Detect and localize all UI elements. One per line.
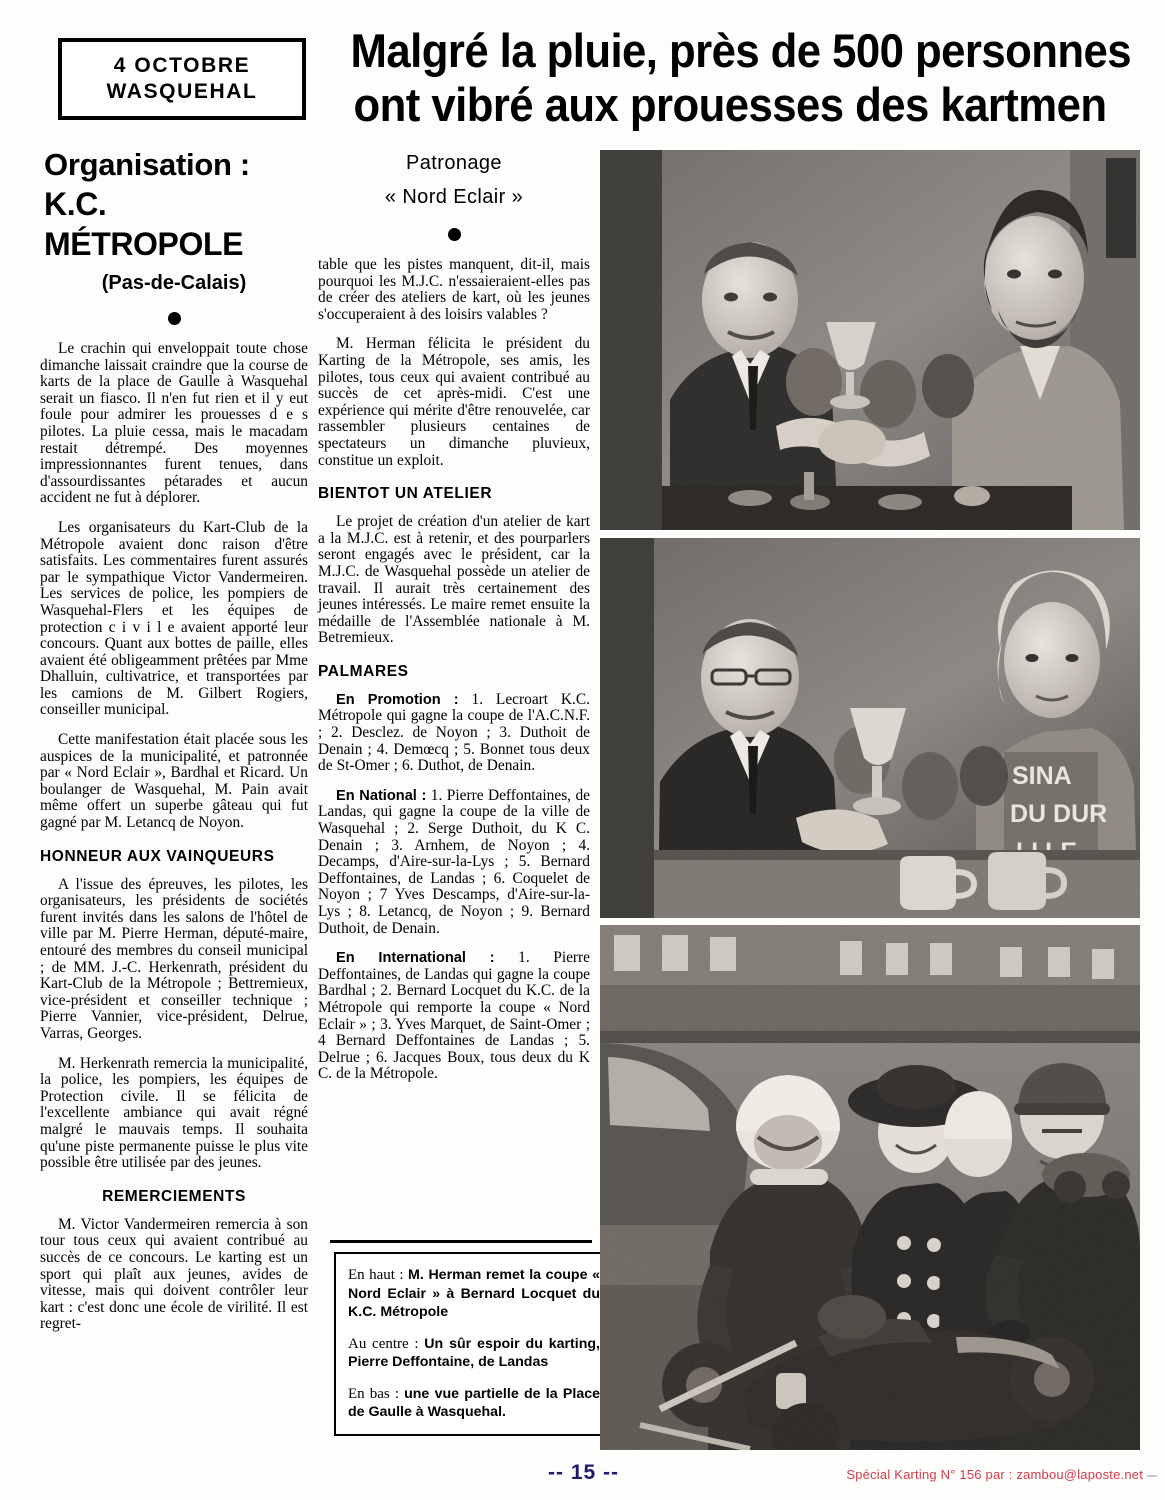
masthead bbox=[40, 24, 1138, 140]
event-location: WASQUEHAL bbox=[106, 80, 258, 103]
caption-center bbox=[348, 1335, 600, 1372]
caption-top-text: M. Herman remet la coupe « Nord Eclair » à Bernard Locquet du K.C. Métropole bbox=[348, 1267, 600, 1320]
patronage-sponsor: « Nord Eclair » bbox=[384, 186, 524, 208]
date-location-box bbox=[58, 38, 306, 120]
headline-line-1: Malgré la pluie, près de 500 personnes bbox=[350, 24, 1132, 77]
page-title bbox=[350, 24, 1132, 132]
caption-center-text: Un sûr espoir du karting, Pierre Deffontaine, de Landas bbox=[348, 1335, 600, 1370]
caption-bottom-text: une vue partielle de la Place de Gaulle à Wasquehal. bbox=[348, 1385, 600, 1420]
organisation-label: Organisation : bbox=[44, 147, 250, 182]
patronage-label: Patronage bbox=[406, 152, 502, 174]
paragraph: Le projet de création d'un atelier de kart a la M.J.C. est à retenir, et des pourparlers seront engagés avec le président, car la M.J.C. de Wasquehal possède un atelier de travail. Il aurait très certainement des jeunes intéressés. Le maire remet ensuite la médaille de l'Assemblée nationale à M. Betremieux. bbox=[318, 513, 590, 647]
photo-1-graphic bbox=[600, 150, 1140, 530]
caption-bottom-label: En bas : bbox=[348, 1385, 405, 1402]
section-heading-atelier: BIENTOT UN ATELIER bbox=[318, 485, 493, 503]
credit-underscore bbox=[1147, 1475, 1157, 1477]
caption-top bbox=[348, 1266, 600, 1322]
caption-bottom bbox=[348, 1385, 600, 1422]
article-column-2 bbox=[318, 146, 590, 1096]
caption-center-label: Au centre : bbox=[348, 1335, 425, 1352]
page-number: -- 15 -- bbox=[548, 1461, 619, 1484]
result-national bbox=[318, 788, 590, 937]
paragraph: M. Herman félicita le président du Karting de la Métropole, ses amis, les pilotes, tous ceux qui avaient contribué au succès de cet après-midi. C'est une expérience qui mérite d'être renouvelée, car rassembler plusieurs centaines de spectateurs un dimanche pluvieux, constitue un exploit. bbox=[318, 335, 590, 469]
result-category-label: En International : bbox=[336, 950, 495, 967]
paragraph: M. Herkenrath remercia la municipalité, la police, les pompiers, les équipes de Protection civile. Il se félicita de l'excellente ambiance qui avait régné malgré le mauvais temps. Il souhaita qu'une piste permanente puisse le plus vite possible être utilisée par des jeunes. bbox=[40, 1054, 308, 1172]
organisation-region: (Pas-de-Calais) bbox=[101, 272, 247, 294]
paragraph: A l'issue des épreuves, les pilotes, les organisateurs, les présidents de sociétés furent invités dans les salons de l'hôtel de ville par M. Pierre Herman, député-maire, entouré des membres du conseil municipal ; de MM. J.-C. Herkenrath, président du Kart-Club de la Métropole ; Bettremieux, vice-président et conseiller technique ; Pierre Vannier, vice-président, Delrue, Varras, Georges. bbox=[40, 875, 308, 1042]
bullet-divider-icon bbox=[448, 228, 461, 241]
page-footer bbox=[0, 1455, 1165, 1500]
paragraph: table que les pistes manquent, dit-il, mais pourquoi les M.J.C. n'essaieraient-elles pas de créer des ateliers de kart, où les jeunes s'occuperaient à des loisirs valables ? bbox=[318, 256, 590, 323]
bullet-divider-icon bbox=[168, 312, 181, 325]
paragraph: M. Victor Vandermeiren remercia à son tour tous ceux qui avaient contribué au succès de ce concours. Le karting est un sport qui plaît aux jeunes, avides de vitesse, mais qui doivent contrôler leur kart : c'est donc une école de virilité. Il est regret- bbox=[40, 1215, 308, 1333]
photo-caption-box bbox=[334, 1252, 614, 1436]
result-list: 1. Pierre Deffontaines, de Landas qui gagne la coupe Bardhal ; 2. Bernard Locquet du K.C. de la Métropole qui remporte la coupe « Nord Eclair » ; 3. Yves Marquet, de Saint-Omer ; 4 Bernard Deffontaines de Landas ; 5. Delrue ; 6. Jacques Boux, tous deux du K C. de la Métropole. bbox=[318, 949, 591, 1083]
result-list: 1. Pierre Deffontaines, de Landas, qui gagne la coupe de la ville de Wasquehal ; 2. Serge Duthoit, du K C. Denain ; 3. Arnhem, de Noyon ; 4. Decamps, d'Aire-sur-la-Lys ; 5. Bernard Deffontaines, de Landas ; 6. Coquelet de Noyon ; 7 Yves Descamps, d'Aire-sur-la-Lys ; 8. Letancq, de Noyon ; 9. Bernard Duthoit, de Denain. bbox=[318, 786, 590, 937]
photo-young-driver-trophy bbox=[600, 538, 1140, 918]
paragraph: Les organisateurs du Kart-Club de la Métropole avaient donc raison d'être satisfaits. Les commentaires furent assurés par le sympathique Victor Vandermeiren. Les services de police, les pompiers de Wasquehal-Flers et les équipes de protection c i v i l e avaient apporté leur concours. Quant aux bottes de paille, elles avaient été obligeamment prêtées par Mme Dhalluin, cultivatrice, et transportées par les camions de M. Gilbert Rogiers, conseiller municipal. bbox=[40, 518, 308, 719]
caption-box-top-rule bbox=[330, 1240, 592, 1243]
section-heading-palmares: PALMARES bbox=[318, 662, 409, 680]
photo-trophy-handshake bbox=[600, 150, 1140, 530]
paragraph: Cette manifestation était placée sous les auspices de la municipalité, et patronnée par « Nord Eclair », Bardhal et Ricard. Un boulanger de Wasquehal, M. Pain avait même offert un superbe gâteau qui fut gagné par M. Letancq de Noyon. bbox=[40, 731, 308, 832]
result-promotion bbox=[318, 692, 590, 775]
event-date: 4 OCTOBRE bbox=[113, 54, 251, 77]
section-heading-honneur: HONNEUR AUX VAINQUEURS bbox=[40, 847, 275, 865]
photo-2-graphic bbox=[600, 538, 1140, 918]
organisation-name: K.C. MÉTROPOLE bbox=[44, 186, 244, 262]
scan-credit: Spécial Karting N° 156 par : zambou@laposte.net bbox=[846, 1467, 1143, 1482]
result-international bbox=[318, 950, 590, 1083]
photo-place-de-gaulle bbox=[600, 925, 1140, 1450]
result-category-label: En Promotion : bbox=[336, 691, 459, 708]
section-heading-remerciements: REMERCIEMENTS bbox=[102, 1187, 246, 1205]
article-column-1 bbox=[40, 146, 308, 1346]
caption-top-label: En haut : bbox=[348, 1267, 409, 1283]
result-category-label: En National : bbox=[336, 787, 427, 804]
result-list: 1. Lecroart K.C. Métropole qui gagne la coupe de l'A.C.N.F. ; 2. Desclez. de Noyon ; 3. Duthoit de Denain ; 4. Demœcq ; 5. Bonnet tous deux de St-Omer ; 6. Duthot, de Denain. bbox=[318, 690, 590, 775]
headline-line-2: ont vibré aux prouesses des kartmen bbox=[353, 78, 1107, 131]
paragraph: Le crachin qui enveloppait toute chose dimanche laissait craindre que la course de karts de la place de Gaulle à Wasquehal serait un fiasco. Il n'en fut rien et il y eut foule pour admirer les prouesses d e s pilotes. La pluie cessa, mais le macadam restait détrempé. Des moyennes impressionnantes furent tenues, dans d'assourdissantes pétarades et aucun accident ne fut à déplorer. bbox=[40, 340, 308, 507]
photo-3-graphic bbox=[600, 925, 1140, 1450]
